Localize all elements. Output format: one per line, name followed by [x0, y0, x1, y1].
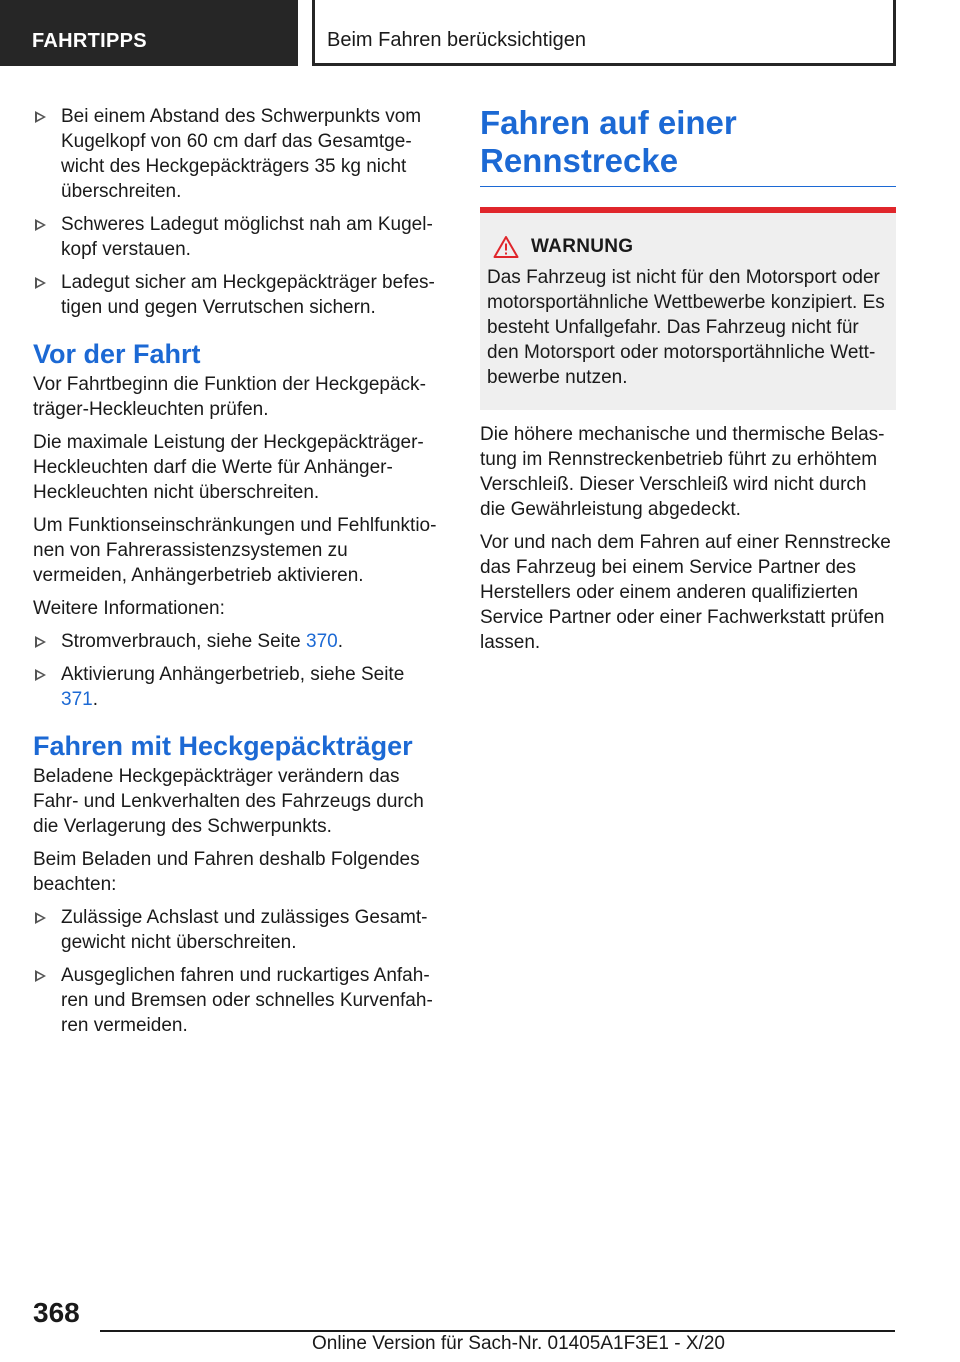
triangle-right-outline-icon: [35, 111, 46, 123]
triangle-right-outline-icon: [35, 912, 46, 924]
list-item: Aktivierung Anhängerbetrieb, siehe Seite 371.: [33, 662, 445, 712]
heading-vor-der-fahrt: Vor der Fahrt: [33, 339, 201, 369]
list-item: Stromverbrauch, siehe Seite 370.: [33, 629, 445, 654]
page-reference-link[interactable]: 371: [61, 689, 93, 710]
list-item: Ladegut sicher am Heckgepäckträger befestigen und gegen Verrutschen sichern.: [33, 270, 445, 320]
list-item: Ausgeglichen fahren und ruckartiges Anfahren und Bremsen oder schnelles Kurvenfahren vermeiden.: [33, 963, 445, 1038]
bullet-list-references: [33, 629, 445, 712]
footer-text: Online Version für Sach-Nr. 01405A1F3E1 - X/20: [312, 1333, 725, 1354]
bullet-list-driving: [33, 905, 445, 1038]
paragraph: Um Funktionseinschränkungen und Fehlfunktionen von Fahrerassistenzsystemen zu vermeiden, Anhängerbetrieb aktivieren.: [33, 515, 437, 586]
right-column: [480, 104, 896, 663]
triangle-right-outline-icon: [35, 277, 46, 289]
warning-header: [487, 235, 886, 259]
list-item: Bei einem Abstand des Schwerpunkts vom Kugelkopf von 60 cm darf das Gesamtgewicht des Heckgepäckträgers 35 kg nicht überschreiten.: [33, 104, 445, 204]
warning-box: [480, 207, 896, 410]
warning-title: WARNUNG: [531, 236, 634, 257]
paragraph: Die höhere mechanische und thermische Belastung im Rennstreckenbetrieb führt zu erhöhtem Verschleiß. Dieser Verschleiß wird nicht durch die Gewährleistung abgedeckt.: [480, 424, 885, 520]
triangle-right-outline-icon: [35, 636, 46, 648]
paragraph: Die maximale Leistung der Heckgepäckträger-Heckleuchten darf die Werte für Anhänger-Heckleuchten nicht überschreiten.: [33, 432, 424, 503]
page-reference-link[interactable]: 370: [306, 631, 338, 652]
warning-triangle-icon: [493, 235, 519, 259]
list-item: Zulässige Achslast und zulässiges Gesamtgewicht nicht überschreiten.: [33, 905, 445, 955]
triangle-right-outline-icon: [35, 219, 46, 231]
page-header: [0, 0, 960, 66]
footer-divider: [100, 1330, 895, 1332]
triangle-right-outline-icon: [35, 970, 46, 982]
paragraph: Weitere Informationen:: [33, 598, 225, 619]
page-number: 368: [33, 1297, 80, 1328]
triangle-right-outline-icon: [35, 669, 46, 681]
heading-fahren-mit-heckgepaecktraeger: Fahren mit Heckgepäckträger: [33, 731, 413, 761]
paragraph: Vor Fahrtbeginn die Funktion der Heckgepäckträger-Heckleuchten prüfen.: [33, 374, 426, 420]
paragraph: Beim Beladen und Fahren deshalb Folgendes beachten:: [33, 849, 420, 895]
heading-fahren-auf-einer-rennstrecke: Fahren auf einer Rennstrecke: [480, 104, 896, 187]
left-column: [33, 104, 445, 1046]
section-title: FAHRTIPPS: [0, 0, 298, 66]
chapter-title: Beim Fahren berücksichtigen: [312, 0, 896, 66]
paragraph: Beladene Heckgepäckträger verändern das Fahr- und Lenkverhalten des Fahrzeugs durch die Verlagerung des Schwerpunkts.: [33, 766, 424, 837]
warning-text: Das Fahrzeug ist nicht für den Motorsport oder motorsportähnliche Wettbewerbe konzipiert. Es besteht Unfallgefahr. Das Fahrzeug nicht für den Motorsport oder motorsportähnliche Wettbewerbe nutzen.: [487, 267, 885, 388]
paragraph: Vor und nach dem Fahren auf einer Rennstrecke das Fahrzeug bei einem Service Partner des Herstellers oder einem anderen qualifizierten Service Partner oder einer Fachwerkstatt prüfen lassen.: [480, 532, 891, 653]
bullet-list-load: [33, 104, 445, 320]
list-item: Schweres Ladegut möglichst nah am Kugelkopf verstauen.: [33, 212, 445, 262]
